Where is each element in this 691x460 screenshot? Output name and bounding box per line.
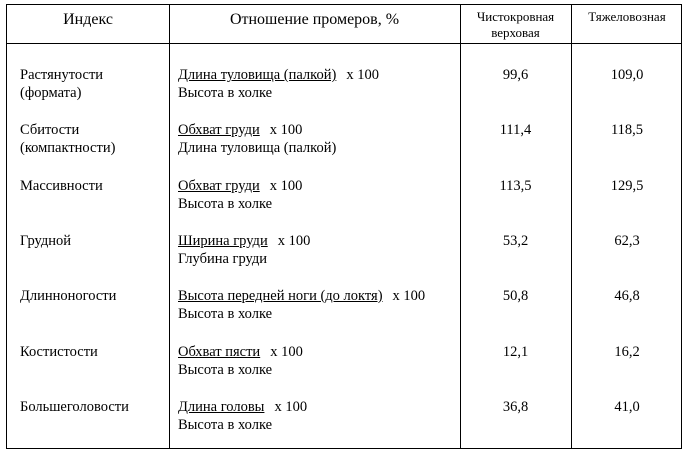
- index-table: [6, 4, 682, 449]
- multiplier: x 100: [346, 67, 379, 83]
- index-name: (формата): [20, 85, 82, 101]
- ratio-numerator: [178, 287, 425, 305]
- header-heavy: Тяжеловозная: [588, 9, 666, 24]
- header-ratio: Отношение промеров, %: [229, 11, 400, 28]
- value-heavy: 41,0: [614, 399, 640, 415]
- numerator-text: Обхват груди: [178, 178, 260, 194]
- value-heavy: 46,8: [614, 288, 640, 304]
- ratio-denominator: Высота в холке: [178, 85, 273, 101]
- ratio-numerator: [178, 66, 379, 84]
- value-heavy: 62,3: [614, 233, 640, 249]
- value-thoroughbred: 53,2: [502, 233, 529, 249]
- value-heavy: 16,2: [614, 344, 640, 360]
- ratio-denominator: Высота в холке: [178, 417, 273, 433]
- numerator-text: Ширина груди: [178, 233, 268, 249]
- value-heavy: 118,5: [610, 122, 644, 138]
- header-index: Индекс: [63, 11, 113, 28]
- ratio-denominator: Глубина груди: [178, 251, 268, 267]
- ratio-numerator: [178, 232, 310, 250]
- numerator-text: Длина головы: [178, 399, 265, 415]
- index-name: Сбитости: [20, 122, 80, 138]
- ratio-numerator: [178, 398, 307, 416]
- numerator-text: Длина туловища (палкой): [178, 67, 337, 83]
- index-name: Массивности: [20, 178, 103, 194]
- value-thoroughbred: 111,4: [499, 122, 532, 138]
- value-heavy: 109,0: [610, 67, 644, 83]
- index-name: Грудной: [20, 233, 72, 249]
- value-thoroughbred: 36,8: [502, 399, 529, 415]
- ratio-denominator: Высота в холке: [178, 196, 273, 212]
- numerator-text: Обхват груди: [178, 122, 260, 138]
- column-divider: [169, 5, 170, 448]
- ratio-numerator: [178, 177, 302, 195]
- multiplier: x 100: [269, 178, 303, 194]
- multiplier: x 100: [392, 288, 426, 304]
- multiplier: x 100: [277, 233, 311, 249]
- numerator-text: Обхват пясти: [178, 344, 261, 360]
- multiplier: x 100: [269, 122, 303, 138]
- header-thoroughbred: Чистокровная верховая: [476, 9, 555, 40]
- ratio-denominator: Высота в холке: [178, 362, 273, 378]
- ratio-denominator: Длина туловища (палкой): [178, 140, 337, 156]
- index-name: Большеголовости: [20, 399, 129, 415]
- numerator-text: Высота передней ноги (до локтя): [178, 288, 383, 304]
- index-name: Длинноногости: [20, 288, 117, 304]
- ratio-numerator: [178, 343, 303, 361]
- multiplier: x 100: [270, 344, 303, 360]
- index-name: Растянутости: [20, 67, 104, 83]
- ratio-denominator: Высота в холке: [178, 306, 273, 322]
- index-name: Костистости: [20, 344, 98, 360]
- value-heavy: 129,5: [610, 178, 644, 194]
- value-thoroughbred: 113,5: [499, 178, 532, 194]
- index-name: (компактности): [20, 140, 116, 156]
- value-thoroughbred: 50,8: [502, 288, 529, 304]
- value-thoroughbred: 99,6: [502, 67, 529, 83]
- value-thoroughbred: 12,1: [502, 344, 529, 360]
- ratio-numerator: [178, 121, 302, 139]
- multiplier: x 100: [274, 399, 308, 415]
- header-divider: [7, 43, 681, 44]
